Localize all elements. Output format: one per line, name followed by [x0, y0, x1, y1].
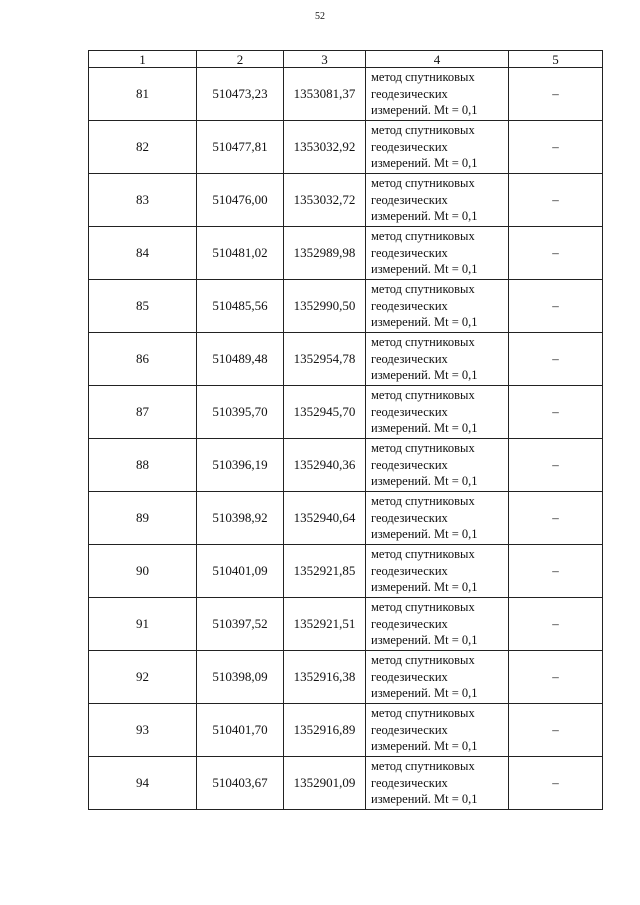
note-dash: – — [509, 704, 603, 757]
note-dash: – — [509, 227, 603, 280]
method-line: измерений. Mt = 0,1 — [371, 527, 478, 542]
measurement-method — [366, 386, 509, 439]
point-number: 82 — [89, 121, 197, 174]
note-dash: – — [509, 651, 603, 704]
note-dash: – — [509, 68, 603, 121]
table-row — [89, 68, 603, 121]
coordinate-y: 1352940,64 — [284, 492, 366, 545]
method-line: геодезических — [371, 669, 448, 684]
coordinate-x: 510398,09 — [197, 651, 284, 704]
column-header-4: 4 — [366, 51, 509, 68]
method-line: измерений. Mt = 0,1 — [371, 103, 478, 118]
coordinate-y: 1352916,38 — [284, 651, 366, 704]
coordinate-y: 1352940,36 — [284, 439, 366, 492]
coordinate-x: 510485,56 — [197, 280, 284, 333]
coordinate-y: 1352945,70 — [284, 386, 366, 439]
measurement-method — [366, 68, 509, 121]
page-number: 52 — [315, 11, 325, 22]
measurement-method — [366, 598, 509, 651]
measurement-method — [366, 757, 509, 810]
method-line: метод спутниковых — [371, 388, 475, 403]
method-line: метод спутниковых — [371, 70, 475, 85]
coordinate-x: 510476,00 — [197, 174, 284, 227]
point-number: 94 — [89, 757, 197, 810]
point-number: 90 — [89, 545, 197, 598]
point-number: 87 — [89, 386, 197, 439]
table-row — [89, 651, 603, 704]
method-line: метод спутниковых — [371, 494, 475, 509]
note-dash: – — [509, 386, 603, 439]
method-line: измерений. Mt = 0,1 — [371, 474, 478, 489]
measurement-method — [366, 227, 509, 280]
table-row — [89, 757, 603, 810]
coordinate-x: 510395,70 — [197, 386, 284, 439]
method-line: измерений. Mt = 0,1 — [371, 262, 478, 277]
coordinate-y: 1352990,50 — [284, 280, 366, 333]
method-line: геодезических — [371, 510, 448, 525]
coordinate-y: 1352901,09 — [284, 757, 366, 810]
point-number: 86 — [89, 333, 197, 386]
note-dash: – — [509, 439, 603, 492]
method-line: метод спутниковых — [371, 759, 475, 774]
coordinate-y: 1352954,78 — [284, 333, 366, 386]
measurement-method — [366, 439, 509, 492]
coordinate-x: 510401,70 — [197, 704, 284, 757]
column-header-2: 2 — [197, 51, 284, 68]
measurement-method — [366, 121, 509, 174]
method-line: метод спутниковых — [371, 600, 475, 615]
method-line: геодезических — [371, 351, 448, 366]
note-dash: – — [509, 121, 603, 174]
coordinate-y: 1353032,72 — [284, 174, 366, 227]
column-header-1: 1 — [89, 51, 197, 68]
method-line: измерений. Mt = 0,1 — [371, 792, 478, 807]
coordinate-y: 1353081,37 — [284, 68, 366, 121]
coordinate-y: 1352989,98 — [284, 227, 366, 280]
table-row — [89, 121, 603, 174]
coordinate-x: 510473,23 — [197, 68, 284, 121]
point-number: 93 — [89, 704, 197, 757]
method-line: геодезических — [371, 192, 448, 207]
method-line: геодезических — [371, 775, 448, 790]
table-row — [89, 386, 603, 439]
note-dash: – — [509, 598, 603, 651]
method-line: геодезических — [371, 616, 448, 631]
coordinate-y: 1352916,89 — [284, 704, 366, 757]
coordinate-x: 510398,92 — [197, 492, 284, 545]
method-line: метод спутниковых — [371, 653, 475, 668]
table-row — [89, 227, 603, 280]
point-number: 84 — [89, 227, 197, 280]
point-number: 91 — [89, 598, 197, 651]
note-dash: – — [509, 280, 603, 333]
method-line: измерений. Mt = 0,1 — [371, 633, 478, 648]
table-row — [89, 333, 603, 386]
coordinate-x: 510401,09 — [197, 545, 284, 598]
coordinate-y: 1353032,92 — [284, 121, 366, 174]
note-dash: – — [509, 174, 603, 227]
header-row — [89, 51, 603, 68]
table-row — [89, 492, 603, 545]
measurement-method — [366, 280, 509, 333]
table-header — [89, 51, 603, 68]
coordinate-x: 510477,81 — [197, 121, 284, 174]
point-number: 92 — [89, 651, 197, 704]
method-line: измерений. Mt = 0,1 — [371, 580, 478, 595]
table-row — [89, 545, 603, 598]
coordinate-x: 510481,02 — [197, 227, 284, 280]
method-line: измерений. Mt = 0,1 — [371, 421, 478, 436]
point-number: 89 — [89, 492, 197, 545]
point-number: 85 — [89, 280, 197, 333]
table-row — [89, 439, 603, 492]
method-line: метод спутниковых — [371, 229, 475, 244]
table-row — [89, 174, 603, 227]
method-line: измерений. Mt = 0,1 — [371, 686, 478, 701]
method-line: измерений. Mt = 0,1 — [371, 368, 478, 383]
coordinates-table — [88, 50, 603, 810]
method-line: метод спутниковых — [371, 335, 475, 350]
table-body — [89, 68, 603, 810]
point-number: 81 — [89, 68, 197, 121]
column-header-3: 3 — [284, 51, 366, 68]
measurement-method — [366, 704, 509, 757]
method-line: метод спутниковых — [371, 441, 475, 456]
method-line: геодезических — [371, 139, 448, 154]
measurement-method — [366, 545, 509, 598]
coordinate-x: 510403,67 — [197, 757, 284, 810]
note-dash: – — [509, 757, 603, 810]
column-header-5: 5 — [509, 51, 603, 68]
coordinate-y: 1352921,51 — [284, 598, 366, 651]
method-line: измерений. Mt = 0,1 — [371, 315, 478, 330]
coordinate-x: 510489,48 — [197, 333, 284, 386]
method-line: геодезических — [371, 404, 448, 419]
method-line: измерений. Mt = 0,1 — [371, 209, 478, 224]
method-line: геодезических — [371, 457, 448, 472]
measurement-method — [366, 174, 509, 227]
table-row — [89, 598, 603, 651]
method-line: метод спутниковых — [371, 547, 475, 562]
method-line: метод спутниковых — [371, 706, 475, 721]
note-dash: – — [509, 492, 603, 545]
note-dash: – — [509, 333, 603, 386]
note-dash: – — [509, 545, 603, 598]
method-line: метод спутниковых — [371, 282, 475, 297]
method-line: геодезических — [371, 86, 448, 101]
method-line: измерений. Mt = 0,1 — [371, 156, 478, 171]
method-line: измерений. Mt = 0,1 — [371, 739, 478, 754]
method-line: геодезических — [371, 563, 448, 578]
point-number: 83 — [89, 174, 197, 227]
method-line: геодезических — [371, 298, 448, 313]
table-row — [89, 704, 603, 757]
method-line: геодезических — [371, 722, 448, 737]
measurement-method — [366, 492, 509, 545]
coordinate-y: 1352921,85 — [284, 545, 366, 598]
method-line: геодезических — [371, 245, 448, 260]
method-line: метод спутниковых — [371, 123, 475, 138]
coordinate-x: 510397,52 — [197, 598, 284, 651]
coordinate-x: 510396,19 — [197, 439, 284, 492]
measurement-method — [366, 651, 509, 704]
point-number: 88 — [89, 439, 197, 492]
method-line: метод спутниковых — [371, 176, 475, 191]
measurement-method — [366, 333, 509, 386]
table-row — [89, 280, 603, 333]
